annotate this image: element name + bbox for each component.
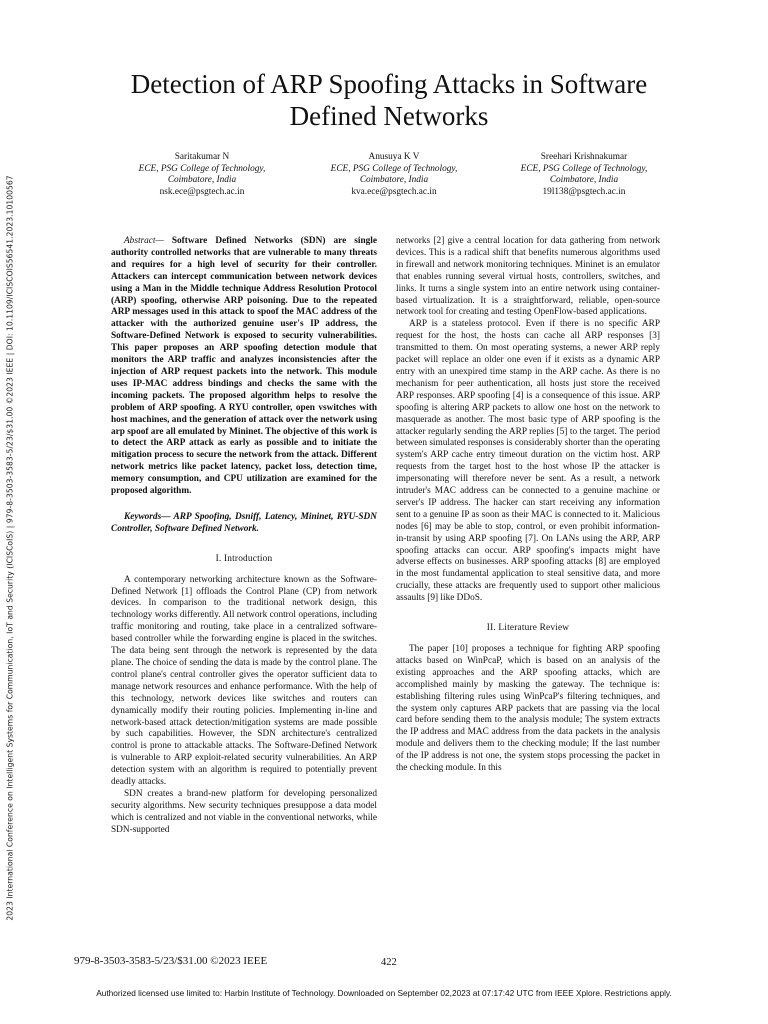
side-citation-strip: [0, 0, 20, 1024]
abstract: [111, 236, 377, 498]
page-number: 422: [381, 957, 397, 968]
license-notice: Authorized licensed use limited to: Harbin Institute of Technology. Downloaded on September 02,2023 at 07:17:42 UTC from IEEE Xplore. Restrictions apply.: [96, 988, 672, 998]
author-location: Coimbatore, India: [549, 175, 619, 185]
right-column: [396, 236, 660, 775]
author-email: nsk.ece@psgtech.ac.in: [159, 186, 245, 197]
author-name: Saritakumar N: [174, 152, 230, 162]
body-paragraph: SDN creates a brand-new platform for developing personalized security algorithms. New security techniques presuppose a data model which is centralized and not viable in the conventional networks, while SDN-supported: [111, 788, 377, 835]
body-paragraph: The paper [10] proposes a technique for fighting ARP spoofing attacks based on WinPcaP, which is based on an analysis of the existing approaches and the ARP spoofing attacks, which are accomplished mainly by masking the gateway. The technique is: establishing filtering rules using WinPcaP's filtering techniques, and the system only captures ARP packets that are passing via the local card before sending them to the analysis module; The system extracts the IP address and MAC address from the data packets in the analysis module and delivers them to the checking module; If the last number of the IP address is not one, the system stops processing the packet in the checking module. In this: [396, 644, 660, 774]
section-heading-literature-review: II. Literature Review: [486, 623, 570, 634]
author-location: Coimbatore, India: [359, 175, 429, 185]
author-affiliation: ECE, PSG College of Technology,: [520, 163, 648, 174]
side-citation-text: 2023 International Conference on Intelligent Systems for Communication, IoT and Security (ICISCoIS) | 979-8-3503-3583-5/23/$31.00 ©2023 IEEE | DOI: 10.1109/ICISCOIS56541.2023.10100567: [5, 175, 15, 921]
author-block: [112, 152, 672, 202]
left-column: [111, 236, 377, 837]
author-affiliation: ECE, PSG College of Technology,: [330, 163, 458, 174]
author-email: 19l138@psgtech.ac.in: [542, 186, 626, 197]
author-3: [494, 152, 674, 198]
keywords-label: Keywords—: [124, 511, 171, 522]
author-2: [304, 152, 484, 198]
section-heading-introduction: I. Introduction: [215, 553, 273, 564]
body-paragraph: ARP is a stateless protocol. Even if there is no specific ARP request for the host, the hosts can cache all ARP responses [3] transmitted to them. On most operating systems, a newer ARP reply packet will replace an older one even if it exists as a dynamic ARP entry with an unexpired time stamp in the ARP cache. As there is no mechanism for peer authentication, all hosts just store the received ARP responses. ARP spoofing [4] is a consequence of this issue. ARP spoofing is altering ARP packets to allow one host on the network to masquerade as another. The most basic type of ARP spoofing is the attacker regularly sending the ARP replies [5] to the target. The period between simulated responses is considerably shorter than the operating system's ARP cache entry timeout duration on the victim host. ARP requests from the target host to the host whose IP the attacker is impersonating will therefore never be sent. As a result, a network intruder's MAC address can be connected to a genuine machine or server's IP address. The hacker can start receiving any information sent to a genuine IP as soon as their MAC is connected to it. Malicious nodes [6] may be able to stop, control, or even prohibit information-in-transit by using ARP spoofing [7]. On LANs using the ARP, ARP spoofing attacks can occur. ARP spoofing's impacts might have adverse effects on businesses. ARP spoofing attacks [8] are employed in the most fundamental application to steal sensitive data, and more crucially, these attacks are frequently used to support other malicious assaults [9] like DDoS.: [396, 319, 660, 604]
author-location: Coimbatore, India: [167, 175, 237, 185]
author-name: Anusuya K V: [368, 152, 420, 162]
abstract-label: Abstract—: [124, 236, 164, 246]
paper-title: Detection of ARP Spoofing Attacks in Software Defined Networks: [130, 69, 648, 131]
body-paragraph: networks [2] give a central location for data gathering from network devices. This is a radical shift that benefits numerous algorithms used in firewall and network monitoring techniques. Mininet is an emulator that enables running several virtual hosts, controllers, switches, and links. It turns a single system into an entire network using container-based virtualization. It is a straightforward, reliable, open-source network tool for creating and testing OpenFlow-based applications.: [396, 236, 660, 318]
body-paragraph: A contemporary networking architecture known as the Software-Defined Network [1] offloads the Control Plane (CP) from network devices. In comparison to the traditional network design, this technology works differently. All network control operations, including traffic monitoring and routing, take place in a centralized software-based controller while the forwarding engine is placed in the switches. The data being sent through the network is represented by the data plane. The choice of sending the data is made by the control plane. The control plane's central controller gives the operator sufficient data to manage network resources and enhance performance. With the help of this technology, network devices like switches and routers can dynamically modify their routing policies. Implementing in-line and network-based attack detection/mitigation systems are made possible by such capabilities. However, the SDN architecture's centralized control is prone to attackable attacks. The Software-Defined Network is vulnerable to ARP exploit-related security vulnerabilities. An ARP detection system with an algorithm is required to potentially prevent deadly attacks.: [111, 574, 377, 788]
author-affiliation: ECE, PSG College of Technology,: [138, 163, 266, 174]
author-1: [112, 152, 292, 198]
keywords: [111, 512, 377, 536]
abstract-text: Software Defined Networks (SDN) are single authority controlled networks that are vulnerable to many threats and requires for a high level of security for their controller. Attackers can intercept communication between network devices using a Man in the Middle technique Address Resolution Protocol (ARP) spoofing, otherwise ARP poisoning. Due to the repeated ARP messages used in this attack to spoof the MAC address of the attacker with the authorized genuine user's IP address, the Software-Defined Network is exposed to security vulnerabilities. This paper proposes an ARP spoofing detection module that monitors the ARP traffic and analyzes inconsistencies after the injection of ARP request packets into the network. This module uses IP-MAC address bindings and checks the same with the incoming packets. The proposed algorithm helps to resolve the problem of ARP spoofing. A RYU controller, open vswitches with host machines, and the generation of attack over the network using arp spoof are all emulated by Mininet. The objective of this work is to detect the ARP attack as early as possible and to initiate the mitigation process to secure the network from the attack. Different network metrics like packet latency, packet loss, detection time, memory consumption, and CPU utilization are examined for the proposed algorithm.: [111, 236, 377, 497]
author-email: kva.ece@psgtech.ac.in: [351, 186, 437, 197]
isbn-copyright-line: 979-8-3503-3583-5/23/$31.00 ©2023 IEEE: [74, 955, 268, 967]
keywords-text: ARP Spoofing, Dsniff, Latency, Mininet, RYU-SDN Controller, Software Defined Network.: [111, 511, 377, 534]
author-name: Sreehari Krishnakumar: [540, 152, 628, 162]
